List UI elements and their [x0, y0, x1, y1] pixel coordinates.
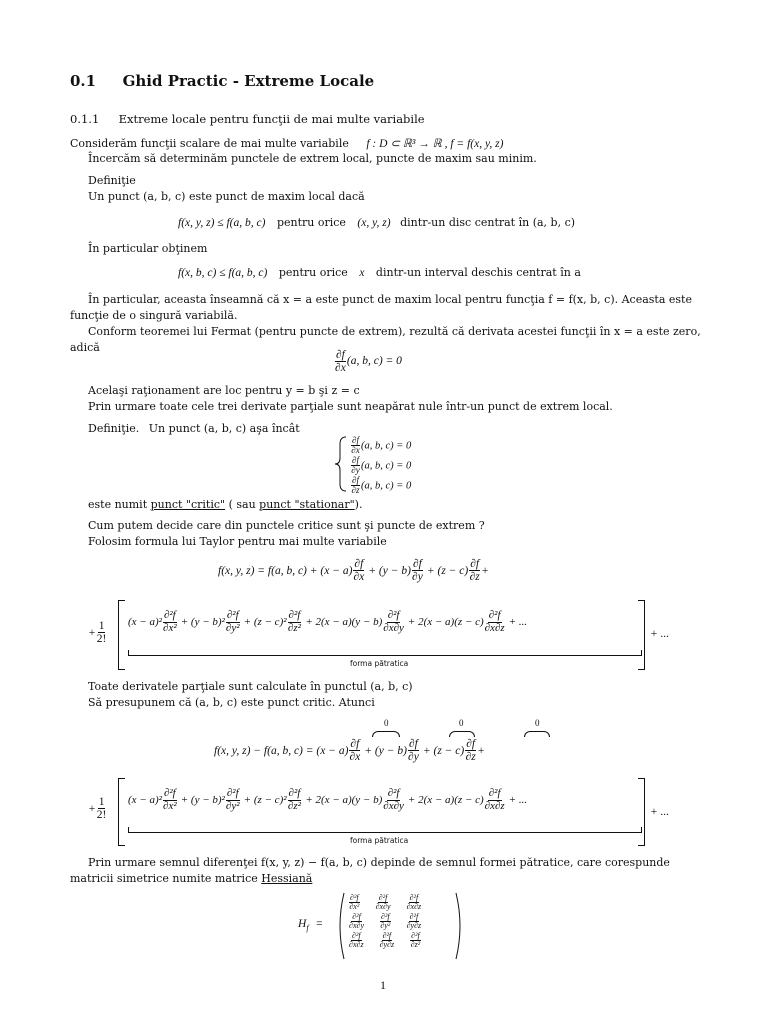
def2-text: Definiţie. Un punct (a, b, c) aşa încât: [88, 422, 300, 435]
critical-system: [350, 436, 411, 496]
critical-line-1: Toate derivatele parţiale sunt calculate în punctul (a, b, c): [88, 680, 413, 693]
underbrace-label-2: forma pătratica: [350, 836, 409, 845]
term-stationary: punct "stationar": [259, 498, 355, 511]
para1-line-4: adică: [70, 341, 100, 354]
taylor-intro: Folosim formula lui Taylor pentru mai multe variabile: [88, 535, 387, 548]
para2-line-1: Acelaşi raţionament are loc pentru y = b şi z = c: [88, 384, 360, 397]
bracket-right: [638, 600, 645, 670]
hessian-paren-right: [454, 892, 466, 960]
taylor-question: Cum putem decide care din punctele critice sunt şi puncte de extrem ?: [88, 519, 485, 532]
difference-tail: + ...: [650, 806, 670, 818]
para1-line-3: Conform teoremei lui Fermat (pentru puncte de extrem), rezultă că derivata acestei funcţii în x = a este zero,: [88, 325, 701, 338]
def1-inequality: f(x, y, z) ≤ f(a, b, c) pentru orice (x, y, z) dintr-un disc centrat în (a, b, c): [178, 216, 576, 229]
system-eq-y: $\frac{\partial f}{\partial y}$ (a, b, c) = 0: [351, 454, 412, 476]
zero-label-x: 0: [384, 718, 389, 728]
hessian-row-2: $\frac{\text{∂²f}}{\partial x\partial y}$ $\frac{\text{∂²f}}{\text{∂y²}}$ $\frac{\text{∂²f}}{\partial y\partial z}$: [349, 911, 422, 931]
subsection-title: Extreme locale pentru funcţii de mai multe variabile: [118, 112, 425, 126]
quadratic-form-1: (x − a)² $\frac{\text{∂²f}}{\text{∂x²}}$ + (y − b)² $\frac{\text{∂²f}}{\text{∂y²}}$ + (z − c)² $\frac{\text{∂²f}}{\text{∂z²}}$ + 2(x − a)(y − b) $\frac{\text{∂²f}}{\partial x\partial y}$ + 2(x − a)(z − c) $\frac{\text{∂²f}}{\partial x\partial z}$ + ...: [128, 609, 528, 634]
conclusion-line-1: Prin urmare semnul diferenţei f(x, y, z) − f(a, b, c) depinde de semnul formei pătratice, care corespunde: [88, 856, 670, 869]
subsection-heading: [70, 112, 425, 126]
taylor-eq-line-2: + $\frac{1}{2!}$: [88, 620, 107, 646]
para1-line-1: În particular, aceasta înseamnă că x = a este punct de maxim local pentru funcţia f = f(x, b, c). Aceasta este: [88, 293, 692, 306]
page-number: 1: [380, 978, 386, 992]
def1-text: Un punct (a, b, c) este punct de maxim local dacă: [88, 190, 365, 203]
para2-line-2: Prin urmare toate cele trei derivate parţiale sunt neapărat nule într-un punct de extrem local.: [88, 400, 613, 413]
quadratic-form-2: (x − a)² $\frac{\text{∂²f}}{\text{∂x²}}$ + (y − b)² $\frac{\text{∂²f}}{\text{∂y²}}$ + (z − c)² $\frac{\text{∂²f}}{\text{∂z²}}$ + 2(x − a)(y − b) $\frac{\text{∂²f}}{\partial x\partial y}$ + 2(x − a)(z − c) $\frac{\text{∂²f}}{\partial x\partial z}$ + ...: [128, 787, 528, 812]
intro-line-2: Încercăm să determinăm punctele de extrem local, puncte de maxim sau minim.: [88, 152, 537, 165]
system-eq-x: $\frac{\partial f}{\partial x}$ (a, b, c) = 0: [351, 435, 412, 456]
difference-eq-line-1: f(x, y, z) − f(a, b, c) = (x − a) $\frac{\partial f}{\partial x}$ + (y − b) $\frac{\partial f}{\partial y}$ + (z − c) $\frac{\partial f}{\partial z}$ +: [214, 738, 485, 764]
system-eq-z: $\frac{\partial f}{\partial z}$ (a, b, c) = 0: [351, 474, 412, 496]
underbrace-2: [128, 827, 642, 833]
hessian-row-1: $\frac{\text{∂²f}}{\text{∂x²}}$ $\frac{\text{∂²f}}{\partial x\partial y}$ $\frac{\text{∂²f}}{\partial x\partial z}$: [349, 893, 422, 912]
system-brace: [334, 436, 348, 492]
conclusion-line-2: matricii simetrice numite matrice Hessiană: [70, 872, 313, 885]
section-number: 0.1: [70, 72, 97, 90]
overbrace-z: [524, 731, 550, 737]
particular-inequality: f(x, b, c) ≤ f(a, b, c) pentru orice x dintr-un interval deschis centrat în a: [178, 266, 581, 279]
hessian-row-3: $\frac{\text{∂²f}}{\partial x\partial z}$ $\frac{\text{∂²f}}{\partial y\partial z}$ $\frac{\text{∂²f}}{\text{∂z²}}$: [349, 930, 421, 949]
intro-math: f : D ⊂ ℝ³ → ℝ , f = f(x, y, z): [366, 138, 504, 150]
subsection-number: 0.1.1: [70, 112, 100, 126]
section-heading: [70, 72, 374, 90]
taylor-tail: + ...: [650, 628, 670, 640]
zero-label-z: 0: [535, 718, 540, 728]
zero-label-y: 0: [459, 718, 464, 728]
intro-line-1: Considerăm funcţii scalare de mai multe variabile f : D ⊂ ℝ³ → ℝ , f = f(x, y, z): [70, 137, 504, 150]
hessian-paren-left: [334, 892, 346, 960]
critical-definition: este numit punct "critic" ( sau punct "stationar").: [88, 498, 363, 511]
def1-heading: Definiţie: [88, 174, 136, 187]
underbrace-label-1: forma pătratica: [350, 659, 409, 668]
bracket-left-2: [118, 778, 125, 846]
bracket-left: [118, 600, 125, 670]
term-critical: punct "critic": [150, 498, 226, 511]
critical-line-2: Să presupunem că (a, b, c) este punct critic. Atunci: [88, 696, 375, 709]
bracket-right-2: [638, 778, 645, 846]
overbrace-y: [449, 731, 475, 737]
hessian-label: $H_f$ =: [298, 918, 324, 933]
particular-text: În particular obţinem: [88, 242, 208, 255]
term-hessian: Hessiană: [261, 872, 313, 885]
difference-eq-line-2: + $\frac{1}{2!}$: [88, 796, 107, 822]
overbrace-x: [372, 731, 400, 737]
para1-line-2: funcţie de o singură variabilă.: [70, 309, 238, 322]
fermat-equation: $\frac{\partial f}{\partial x}$ (a, b, c) = 0: [335, 349, 402, 375]
section-title: Ghid Practic - Extreme Locale: [122, 72, 375, 90]
taylor-eq-line-1: f(x, y, z) = f(a, b, c) + (x − a) $\frac{\partial f}{\partial x}$ + (y − b) $\frac{\partial f}{\partial y}$ + (z − c) $\frac{\partial f}{\partial z}$ +: [218, 558, 489, 584]
hessian-matrix: [348, 894, 422, 949]
underbrace-1: [128, 650, 642, 656]
